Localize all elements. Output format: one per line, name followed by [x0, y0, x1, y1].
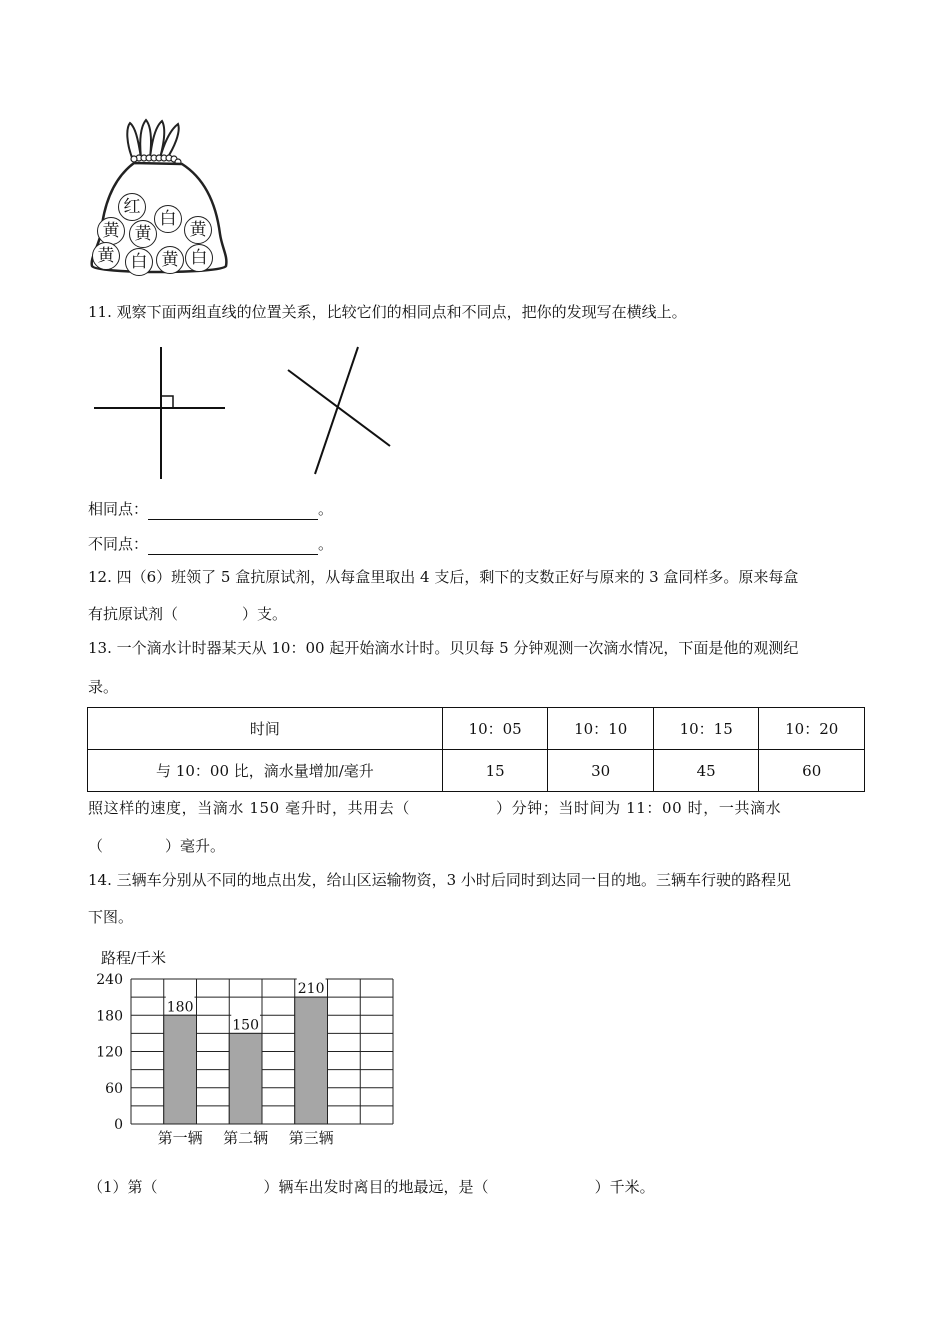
q14-line2: 下图。 [88, 908, 134, 926]
ball-group [86, 118, 236, 278]
ball-label: 黄 [161, 250, 179, 270]
q11-text: 11. 观察下面两组直线的位置关系，比较它们的相同点和不同点，把你的发现写在横线上。 [88, 303, 687, 321]
x-tick-label: 第二辆 [223, 1129, 269, 1147]
same-answer-blank[interactable] [148, 499, 318, 520]
same-label: 相同点： [88, 500, 149, 518]
q14-sub1 [88, 1177, 655, 1197]
q13-after-line2 [88, 836, 225, 856]
table-time-cell: 10：05 [442, 708, 548, 750]
q13-after-a: 照这样的速度，当滴水 150 毫升时，共用去（ [88, 799, 410, 817]
table-row-label: 与 10：00 比，滴水量增加/毫升 [88, 750, 443, 792]
ball-label: 黄 [102, 221, 120, 241]
table-time-cell: 10：20 [759, 708, 865, 750]
table-value-cell: 60 [759, 750, 865, 792]
x-tick-label: 第三辆 [288, 1129, 334, 1147]
q12-text-b: ）支。 [242, 605, 288, 623]
observation-table [87, 707, 865, 792]
table-header-label: 时间 [88, 708, 443, 750]
table-row [88, 708, 865, 750]
y-tick-label: 180 [96, 1008, 123, 1025]
q14-sub1-a: （1）第（ [88, 1178, 158, 1196]
y-tick-label: 240 [96, 972, 123, 988]
y-axis-label: 路程/千米 [101, 949, 167, 967]
q13-after2-a: （ [88, 837, 104, 855]
ball-white [185, 244, 213, 272]
data-label: 210 [297, 981, 325, 998]
bar [229, 1033, 262, 1124]
ball-yellow [97, 217, 125, 245]
data-label: 180 [166, 999, 194, 1016]
table-time-cell: 10：15 [653, 708, 759, 750]
end-mark: 。 [318, 535, 334, 553]
ball-label: 白 [130, 252, 148, 272]
ball-red [118, 193, 146, 221]
q14-sub1-c: ）千米。 [594, 1178, 655, 1196]
ball-label: 红 [123, 197, 141, 217]
y-tick-label: 0 [114, 1117, 123, 1133]
table-value-cell: 45 [653, 750, 759, 792]
ball-yellow [92, 242, 120, 270]
q13-line2: 录。 [88, 678, 119, 696]
q11-same-answer-line [88, 499, 333, 520]
q13-after2-b: ）毫升。 [165, 837, 226, 855]
ball-white [154, 205, 182, 233]
q13-after-line1 [88, 798, 781, 818]
end-mark: 。 [318, 500, 334, 518]
ball-label: 白 [190, 248, 208, 268]
table-value-cell: 30 [548, 750, 654, 792]
ball-label: 白 [159, 209, 177, 229]
bar [295, 997, 328, 1124]
q13-line1: 13. 一个滴水计时器某天从 10：00 起开始滴水计时。贝贝每 5 分钟观测一次滴水情况，下面是他的观测纪 [88, 639, 799, 657]
ball-label: 黄 [97, 246, 115, 266]
perpendicular-lines-figure [92, 346, 227, 482]
ball-label: 黄 [189, 220, 207, 240]
bar [164, 1015, 197, 1124]
table-time-cell: 10：10 [548, 708, 654, 750]
ball-label: 黄 [134, 224, 152, 244]
ball-yellow [129, 220, 157, 248]
ball-yellow [184, 216, 212, 244]
y-tick-label: 120 [96, 1044, 123, 1061]
q14-line1: 14. 三辆车分别从不同的地点出发，给山区运输物资，3 小时后同时到达同一目的地。三辆车行驶的路程见 [88, 871, 791, 889]
q12-line1: 12. 四（6）班领了 5 盒抗原试剂，从每盒里取出 4 支后，剩下的支数正好与原来的 3 盒同样多。原来每盒 [88, 568, 799, 586]
diff-answer-blank[interactable] [148, 534, 318, 555]
data-label: 150 [232, 1017, 259, 1034]
x-tick-label: 第一辆 [157, 1129, 203, 1147]
ball-yellow [156, 246, 184, 274]
y-tick-label: 60 [105, 1080, 123, 1097]
q12-line2 [88, 604, 287, 624]
q14-sub1-b: ）辆车出发时离目的地最远，是（ [263, 1178, 489, 1196]
distance-bar-chart [95, 944, 405, 1154]
table-row [88, 750, 865, 792]
diff-label: 不同点： [88, 535, 149, 553]
q11-diff-answer-line [88, 534, 333, 555]
intersecting-lines-figure [283, 345, 395, 477]
q13-after-b: ）分钟；当时间为 11：00 时，一共滴水 [495, 799, 782, 817]
table-value-cell: 15 [442, 750, 548, 792]
q12-text-a: 有抗原试剂（ [88, 605, 179, 623]
ball-white [125, 248, 153, 276]
